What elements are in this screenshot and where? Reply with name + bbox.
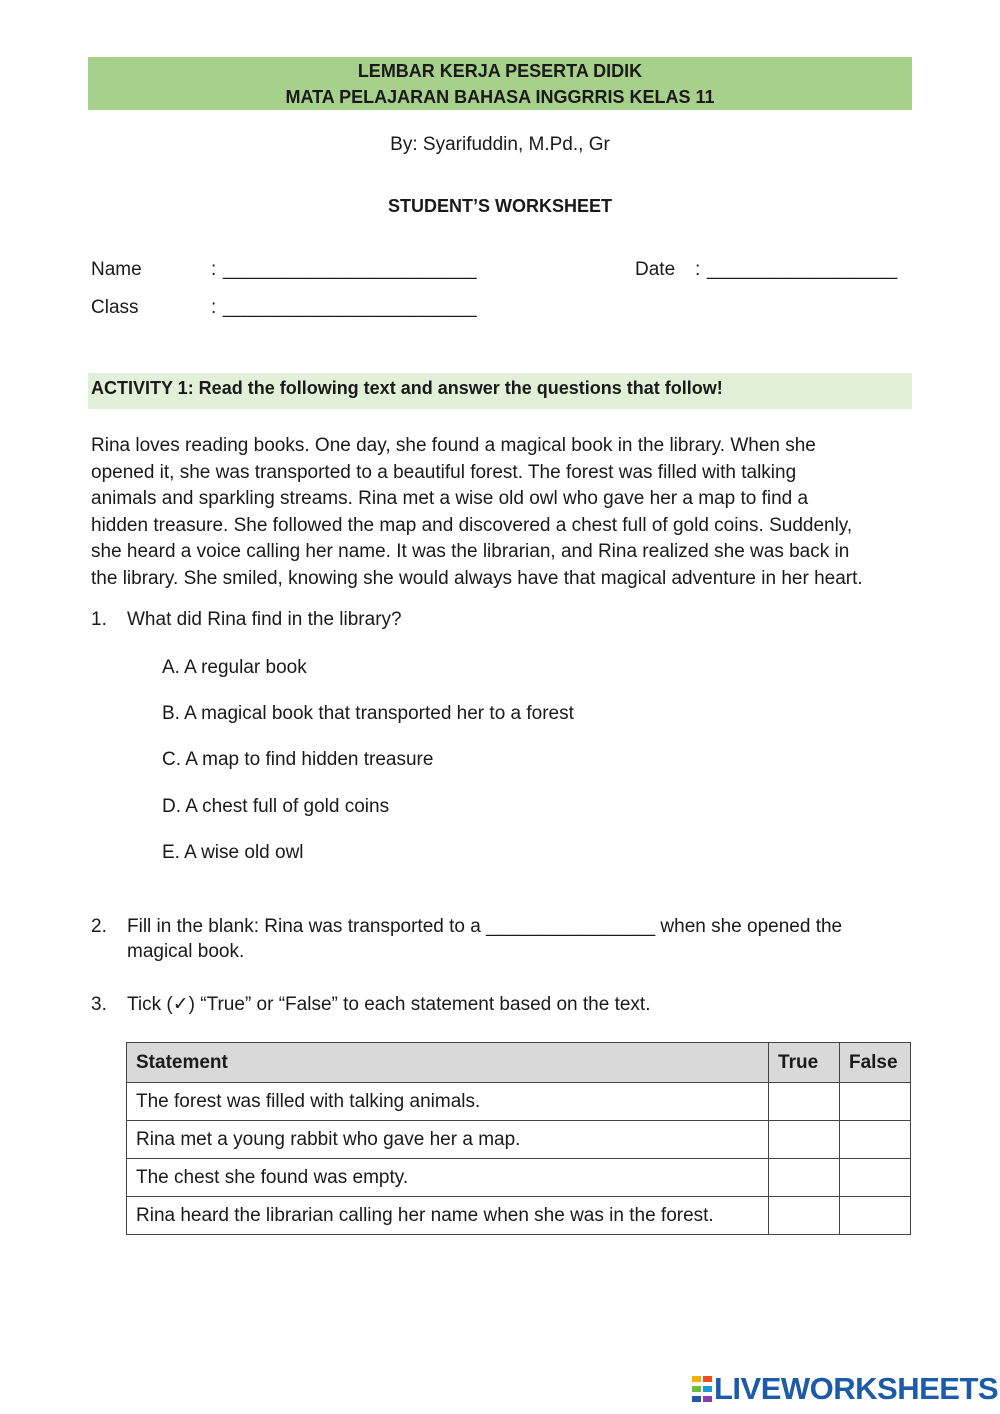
date-field bbox=[635, 259, 898, 281]
false-cell[interactable] bbox=[839, 1121, 910, 1159]
date-blank[interactable]: __________________ bbox=[707, 259, 898, 280]
passage-line: animals and sparkling streams. Rina met a wise old owl who gave her a map to find a bbox=[91, 488, 809, 509]
liveworksheets-brand[interactable] bbox=[692, 1373, 998, 1405]
statement-header: Statement bbox=[127, 1043, 769, 1083]
name-field bbox=[91, 259, 477, 281]
worksheet-title: STUDENT’S WORKSHEET bbox=[387, 196, 612, 216]
option-e[interactable]: E. A wise old owl bbox=[162, 842, 304, 863]
option-b[interactable]: B. A magical book that transported her to a forest bbox=[162, 703, 574, 724]
question-2-line-2: magical book. bbox=[127, 941, 245, 962]
statement-cell: The chest she found was empty. bbox=[127, 1159, 769, 1197]
name-blank[interactable]: ________________________ bbox=[223, 259, 477, 280]
true-cell[interactable] bbox=[769, 1159, 840, 1197]
false-cell[interactable] bbox=[839, 1159, 910, 1197]
question-2-number: 2. bbox=[91, 916, 107, 937]
true-false-table bbox=[126, 1042, 911, 1235]
header-line-2: MATA PELAJARAN BAHASA INGGRRIS KELAS 11 bbox=[285, 87, 715, 107]
worksheet-header bbox=[88, 57, 912, 110]
header-line-1: LEMBAR KERJA PESERTA DIDIK bbox=[357, 61, 643, 81]
true-cell[interactable] bbox=[769, 1121, 840, 1159]
passage-line: she heard a voice calling her name. It was the librarian, and Rina realized she was back in bbox=[91, 541, 850, 562]
question-1-number: 1. bbox=[91, 609, 107, 630]
option-c[interactable]: C. A map to find hidden treasure bbox=[162, 749, 434, 770]
true-cell[interactable] bbox=[769, 1083, 840, 1121]
class-field bbox=[91, 297, 477, 319]
class-label: Class bbox=[91, 297, 139, 318]
true-header: True bbox=[769, 1043, 840, 1083]
author-line: By: Syarifuddin, M.Pd., Gr bbox=[390, 134, 610, 155]
question-3-text: Tick (✓) “True” or “False” to each statement based on the text. bbox=[127, 994, 651, 1015]
question-3-number: 3. bbox=[91, 994, 107, 1015]
question-1-text: What did Rina find in the library? bbox=[127, 609, 402, 630]
table-row bbox=[127, 1159, 911, 1197]
liveworksheets-logo-icon bbox=[692, 1376, 712, 1402]
activity-title: ACTIVITY 1: Read the following text and answer the questions that follow! bbox=[88, 373, 912, 409]
name-colon: : bbox=[211, 259, 217, 280]
date-label: Date bbox=[635, 259, 676, 280]
class-colon: : bbox=[211, 297, 217, 318]
option-d[interactable]: D. A chest full of gold coins bbox=[162, 796, 390, 817]
false-cell[interactable] bbox=[839, 1197, 910, 1235]
passage-line: the library. She smiled, knowing she would always have that magical adventure in her heart. bbox=[91, 567, 863, 589]
table-row bbox=[127, 1083, 911, 1121]
reading-passage bbox=[91, 433, 915, 592]
passage-line: opened it, she was transported to a beautiful forest. The forest was filled with talking bbox=[91, 461, 797, 483]
name-label: Name bbox=[91, 259, 142, 280]
passage-line: Rina loves reading books. One day, she found a magical book in the library. When she bbox=[91, 435, 816, 456]
passage-line: hidden treasure. She followed the map and discovered a chest full of gold coins. Suddenly, bbox=[91, 514, 853, 536]
brand-wordmark: LIVEWORKSHEETS bbox=[714, 1371, 999, 1406]
true-cell[interactable] bbox=[769, 1197, 840, 1235]
table-row bbox=[127, 1197, 911, 1235]
false-header: False bbox=[839, 1043, 910, 1083]
class-blank[interactable]: ________________________ bbox=[223, 297, 477, 318]
question-2-line-1[interactable]: Fill in the blank: Rina was transported to a ________________ when she opened the bbox=[127, 916, 843, 937]
option-a[interactable]: A. A regular book bbox=[162, 657, 307, 678]
table-header-row bbox=[127, 1043, 911, 1083]
date-colon: : bbox=[695, 259, 701, 280]
false-cell[interactable] bbox=[839, 1083, 910, 1121]
statement-cell: The forest was filled with talking animals. bbox=[127, 1083, 769, 1121]
table-row bbox=[127, 1121, 911, 1159]
statement-cell: Rina heard the librarian calling her name when she was in the forest. bbox=[127, 1197, 769, 1235]
statement-cell: Rina met a young rabbit who gave her a map. bbox=[127, 1121, 769, 1159]
